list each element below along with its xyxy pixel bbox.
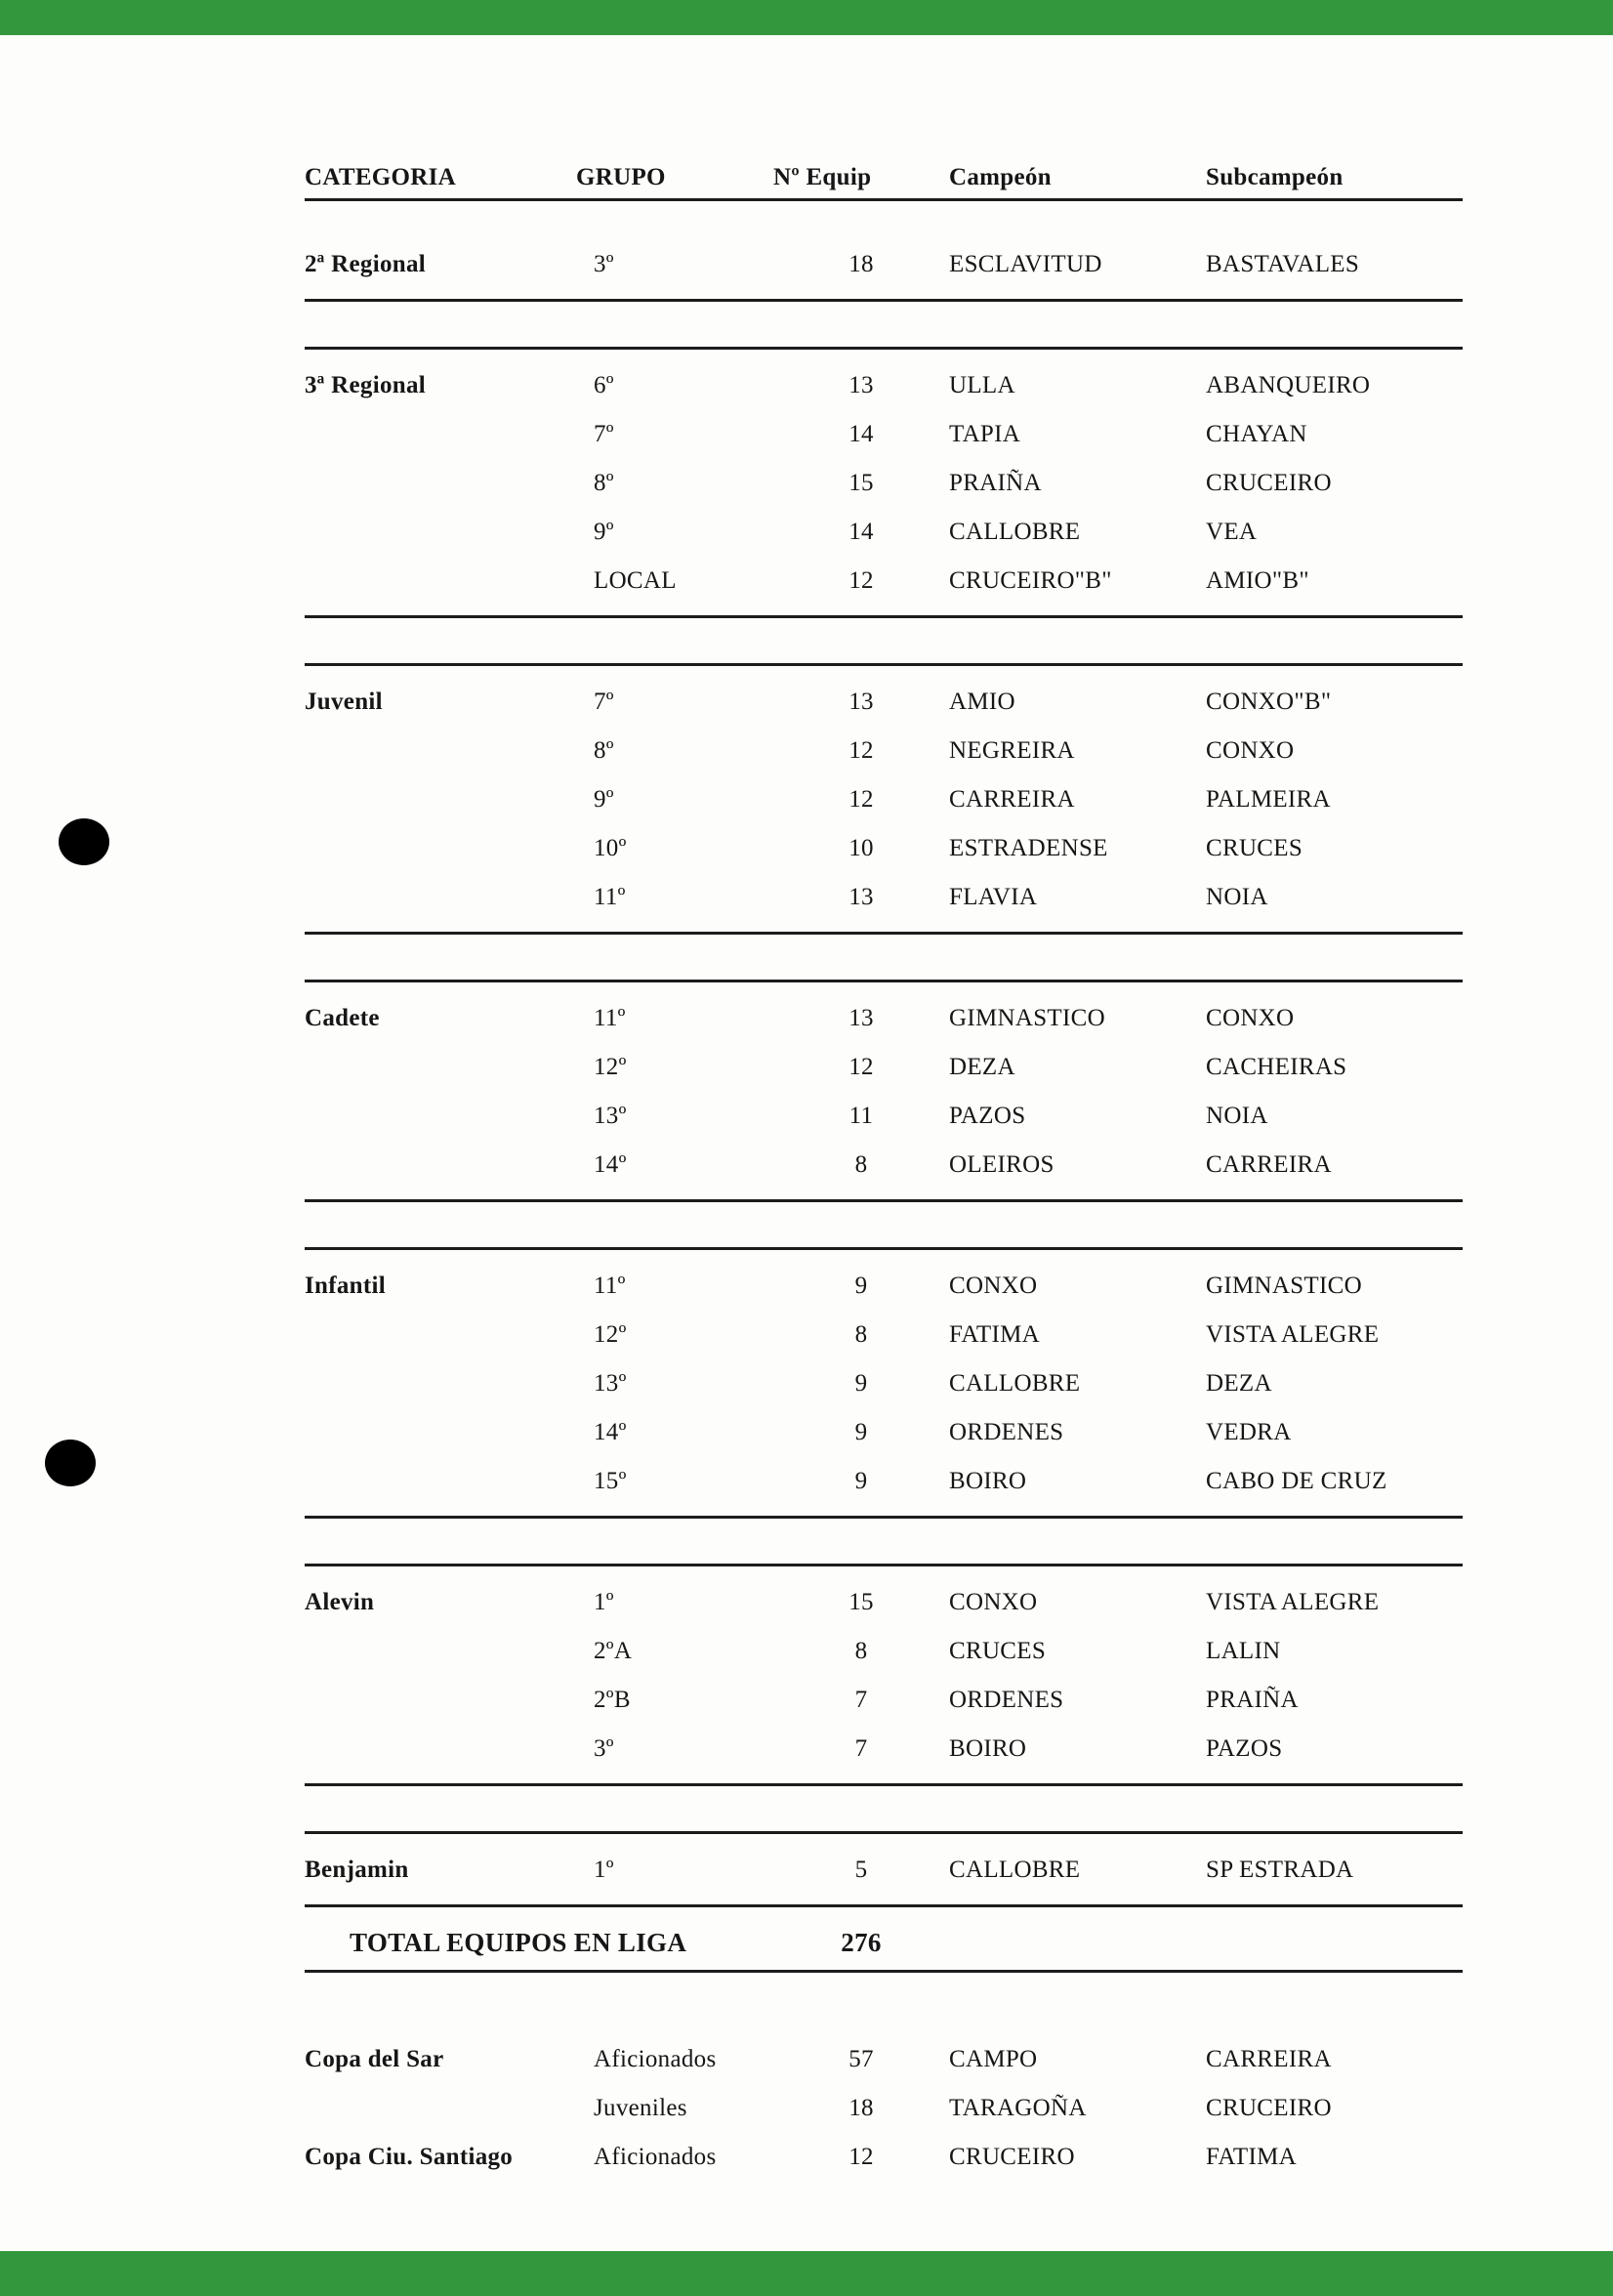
- table-row: [305, 873, 1463, 922]
- table-header-row: [305, 164, 1463, 201]
- cell-subcampeon: VEA: [1206, 519, 1258, 545]
- section-2a-regional: [305, 229, 1463, 302]
- cell-grupo: 13º: [594, 1103, 627, 1129]
- table-row: [305, 1578, 1463, 1627]
- cell-categoria: [305, 2084, 576, 2133]
- cell-categoria: [305, 1408, 576, 1457]
- cell-subcampeon: SP ESTRADA: [1206, 1857, 1354, 1883]
- header-categoria: CATEGORIA: [305, 164, 457, 190]
- table-row: [305, 1092, 1463, 1141]
- cell-categoria: [305, 1043, 576, 1092]
- cell-categoria: [305, 1627, 576, 1676]
- cell-categoria: [305, 1141, 576, 1190]
- cell-equip: 9: [854, 1419, 868, 1445]
- cell-subcampeon: CONXO"B": [1206, 689, 1332, 715]
- cell-grupo: Juveniles: [594, 2095, 687, 2121]
- cell-categoria: 3ª Regional: [305, 372, 426, 398]
- cell-categoria: Copa Ciu. Santiago: [305, 2144, 514, 2170]
- table-row: [305, 557, 1463, 605]
- cell-campeon: AMIO: [949, 689, 1015, 715]
- cell-subcampeon: CACHEIRAS: [1206, 1054, 1347, 1080]
- cell-campeon: PAZOS: [949, 1103, 1026, 1129]
- cell-subcampeon: NOIA: [1206, 884, 1268, 910]
- cell-grupo: 8º: [594, 737, 614, 764]
- cell-campeon: ESTRADENSE: [949, 835, 1108, 861]
- table-row: [305, 459, 1463, 508]
- cell-categoria: [305, 775, 576, 824]
- cell-campeon: DEZA: [949, 1054, 1015, 1080]
- cell-categoria: [305, 410, 576, 459]
- scan-edge-top: [0, 0, 1613, 35]
- header-num-equip: Nº Equip: [773, 164, 872, 190]
- cell-subcampeon: PALMEIRA: [1206, 786, 1331, 813]
- cell-grupo: Aficionados: [594, 2144, 717, 2170]
- cell-campeon: CALLOBRE: [949, 1857, 1081, 1883]
- cell-categoria: [305, 1725, 576, 1774]
- cell-equip: 15: [848, 1589, 874, 1615]
- cell-categoria: [305, 1359, 576, 1408]
- cell-grupo: 1º: [594, 1857, 614, 1883]
- cell-subcampeon: CHAYAN: [1206, 421, 1307, 447]
- total-value: 276: [841, 1928, 882, 1957]
- cell-grupo: 9º: [594, 519, 614, 545]
- hole-punch-top: [59, 818, 109, 865]
- cell-categoria: [305, 459, 576, 508]
- cell-grupo: 12º: [594, 1054, 627, 1080]
- cell-equip: 9: [854, 1468, 868, 1494]
- cell-equip: 13: [848, 689, 874, 715]
- section-infantil: [305, 1247, 1463, 1519]
- cell-equip: 11: [848, 1103, 874, 1129]
- section-alevin: [305, 1564, 1463, 1786]
- table-sections: [305, 229, 1463, 1907]
- cell-subcampeon: AMIO"B": [1206, 567, 1309, 594]
- section-3a-regional: [305, 347, 1463, 618]
- table-row: [305, 824, 1463, 873]
- cell-equip: 7: [854, 1735, 868, 1762]
- cell-grupo: 14º: [594, 1151, 627, 1178]
- cell-grupo: Aficionados: [594, 2046, 717, 2072]
- cell-categoria: [305, 1676, 576, 1725]
- table-row: [305, 1627, 1463, 1676]
- cell-grupo: 14º: [594, 1419, 627, 1445]
- table-row: [305, 678, 1463, 727]
- cell-campeon: ORDENES: [949, 1419, 1064, 1445]
- cell-campeon: TARAGOÑA: [949, 2095, 1087, 2121]
- copa-rows: [305, 2035, 1463, 2182]
- cell-grupo: 2ºB: [594, 1687, 631, 1713]
- cell-equip: 12: [848, 567, 874, 594]
- cell-grupo: 6º: [594, 372, 614, 398]
- cell-subcampeon: LALIN: [1206, 1638, 1281, 1664]
- cell-grupo: 9º: [594, 786, 614, 813]
- cell-equip: 57: [848, 2046, 874, 2072]
- table-row: [305, 410, 1463, 459]
- cell-categoria: Juvenil: [305, 689, 383, 715]
- cell-equip: 8: [854, 1638, 868, 1664]
- table-row: [305, 240, 1463, 289]
- cell-campeon: CONXO: [949, 1589, 1038, 1615]
- cell-campeon: BOIRO: [949, 1468, 1027, 1494]
- cell-equip: 13: [848, 372, 874, 398]
- cell-subcampeon: CABO DE CRUZ: [1206, 1468, 1387, 1494]
- cell-campeon: CONXO: [949, 1273, 1038, 1299]
- total-label: TOTAL EQUIPOS EN LIGA: [350, 1928, 687, 1957]
- header-subcampeon: Subcampeón: [1206, 164, 1344, 190]
- hole-punch-bottom: [45, 1440, 96, 1486]
- table-row: [305, 994, 1463, 1043]
- cell-campeon: PRAIÑA: [949, 470, 1042, 496]
- cell-campeon: ULLA: [949, 372, 1015, 398]
- cell-subcampeon: VEDRA: [1206, 1419, 1292, 1445]
- cell-campeon: ESCLAVITUD: [949, 251, 1102, 277]
- cell-campeon: CRUCES: [949, 1638, 1047, 1664]
- cell-categoria: [305, 1457, 576, 1506]
- cell-grupo: 8º: [594, 470, 614, 496]
- cell-grupo: 11º: [594, 884, 626, 910]
- table-row: [305, 361, 1463, 410]
- cell-campeon: BOIRO: [949, 1735, 1027, 1762]
- table-row: [305, 2084, 1463, 2133]
- table-row: [305, 1725, 1463, 1774]
- cell-subcampeon: VISTA ALEGRE: [1206, 1589, 1380, 1615]
- cell-equip: 18: [848, 251, 874, 277]
- table-row: [305, 727, 1463, 775]
- cell-equip: 12: [848, 2144, 874, 2170]
- cell-subcampeon: FATIMA: [1206, 2144, 1298, 2170]
- cell-categoria: [305, 1092, 576, 1141]
- cell-subcampeon: DEZA: [1206, 1370, 1272, 1397]
- cell-equip: 8: [854, 1321, 868, 1348]
- cell-equip: 8: [854, 1151, 868, 1178]
- table-row: [305, 2133, 1463, 2182]
- results-table: [305, 164, 1463, 2182]
- cell-grupo: 1º: [594, 1589, 614, 1615]
- cell-grupo: 3º: [594, 251, 614, 277]
- cell-categoria: Alevin: [305, 1589, 375, 1615]
- cell-grupo: LOCAL: [594, 567, 677, 594]
- cell-grupo: 2ºA: [594, 1638, 633, 1664]
- table-row: [305, 1408, 1463, 1457]
- cell-equip: 14: [848, 519, 874, 545]
- cell-campeon: CRUCEIRO"B": [949, 567, 1112, 594]
- cell-campeon: NEGREIRA: [949, 737, 1075, 764]
- section-benjamin: [305, 1831, 1463, 1907]
- total-row: [305, 1907, 1463, 1973]
- cell-grupo: 12º: [594, 1321, 627, 1348]
- table-row: [305, 1676, 1463, 1725]
- cell-equip: 7: [854, 1687, 868, 1713]
- cell-equip: 15: [848, 470, 874, 496]
- cell-equip: 18: [848, 2095, 874, 2121]
- cell-subcampeon: NOIA: [1206, 1103, 1268, 1129]
- header-grupo: GRUPO: [576, 164, 666, 190]
- header-campeon: Campeón: [949, 164, 1052, 190]
- cell-subcampeon: PRAIÑA: [1206, 1687, 1299, 1713]
- table-row: [305, 1846, 1463, 1895]
- table-row: [305, 1311, 1463, 1359]
- cell-campeon: CALLOBRE: [949, 519, 1081, 545]
- table-row: [305, 1141, 1463, 1190]
- cell-campeon: TAPIA: [949, 421, 1021, 447]
- cell-grupo: 7º: [594, 689, 614, 715]
- cell-subcampeon: CARREIRA: [1206, 1151, 1332, 1178]
- cell-subcampeon: PAZOS: [1206, 1735, 1283, 1762]
- cell-grupo: 10º: [594, 835, 627, 861]
- cell-campeon: CRUCEIRO: [949, 2144, 1075, 2170]
- cell-subcampeon: GIMNASTICO: [1206, 1273, 1362, 1299]
- cell-categoria: [305, 824, 576, 873]
- table-row: [305, 1043, 1463, 1092]
- cell-equip: 12: [848, 1054, 874, 1080]
- cell-campeon: FATIMA: [949, 1321, 1041, 1348]
- cell-subcampeon: CRUCEIRO: [1206, 470, 1332, 496]
- cell-equip: 14: [848, 421, 874, 447]
- cell-subcampeon: CRUCEIRO: [1206, 2095, 1332, 2121]
- cell-subcampeon: CARREIRA: [1206, 2046, 1332, 2072]
- cell-grupo: 11º: [594, 1273, 626, 1299]
- cell-grupo: 7º: [594, 421, 614, 447]
- cell-subcampeon: VISTA ALEGRE: [1206, 1321, 1380, 1348]
- cell-campeon: OLEIROS: [949, 1151, 1055, 1178]
- cell-equip: 13: [848, 1005, 874, 1031]
- cell-grupo: 15º: [594, 1468, 627, 1494]
- cell-categoria: 2ª Regional: [305, 251, 426, 277]
- cell-campeon: CALLOBRE: [949, 1370, 1081, 1397]
- table-row: [305, 1359, 1463, 1408]
- table-row: [305, 508, 1463, 557]
- cell-categoria: Copa del Sar: [305, 2046, 444, 2072]
- table-row: [305, 2035, 1463, 2084]
- cell-categoria: Infantil: [305, 1273, 386, 1299]
- table-row: [305, 775, 1463, 824]
- cell-subcampeon: CONXO: [1206, 737, 1295, 764]
- cell-campeon: ORDENES: [949, 1687, 1064, 1713]
- table-row: [305, 1457, 1463, 1506]
- cell-subcampeon: CRUCES: [1206, 835, 1303, 861]
- cell-grupo: 13º: [594, 1370, 627, 1397]
- scan-edge-bottom: [0, 2251, 1613, 2296]
- cell-subcampeon: CONXO: [1206, 1005, 1295, 1031]
- section-cadete: [305, 980, 1463, 1202]
- cell-categoria: Benjamin: [305, 1857, 409, 1883]
- cell-campeon: FLAVIA: [949, 884, 1038, 910]
- cell-categoria: [305, 727, 576, 775]
- cell-equip: 9: [854, 1370, 868, 1397]
- cell-equip: 10: [848, 835, 874, 861]
- cell-equip: 12: [848, 737, 874, 764]
- section-juvenil: [305, 663, 1463, 935]
- cell-categoria: [305, 1311, 576, 1359]
- cell-campeon: CAMPO: [949, 2046, 1038, 2072]
- cell-grupo: 3º: [594, 1735, 614, 1762]
- cell-equip: 12: [848, 786, 874, 813]
- cell-categoria: [305, 873, 576, 922]
- cell-categoria: [305, 557, 576, 605]
- cell-categoria: Cadete: [305, 1005, 380, 1031]
- cell-campeon: GIMNASTICO: [949, 1005, 1105, 1031]
- cell-equip: 5: [854, 1857, 868, 1883]
- cell-grupo: 11º: [594, 1005, 626, 1031]
- cell-subcampeon: BASTAVALES: [1206, 251, 1360, 277]
- cell-subcampeon: ABANQUEIRO: [1206, 372, 1371, 398]
- cell-categoria: [305, 508, 576, 557]
- cell-campeon: CARREIRA: [949, 786, 1075, 813]
- cell-equip: 9: [854, 1273, 868, 1299]
- table-row: [305, 1262, 1463, 1311]
- cell-equip: 13: [848, 884, 874, 910]
